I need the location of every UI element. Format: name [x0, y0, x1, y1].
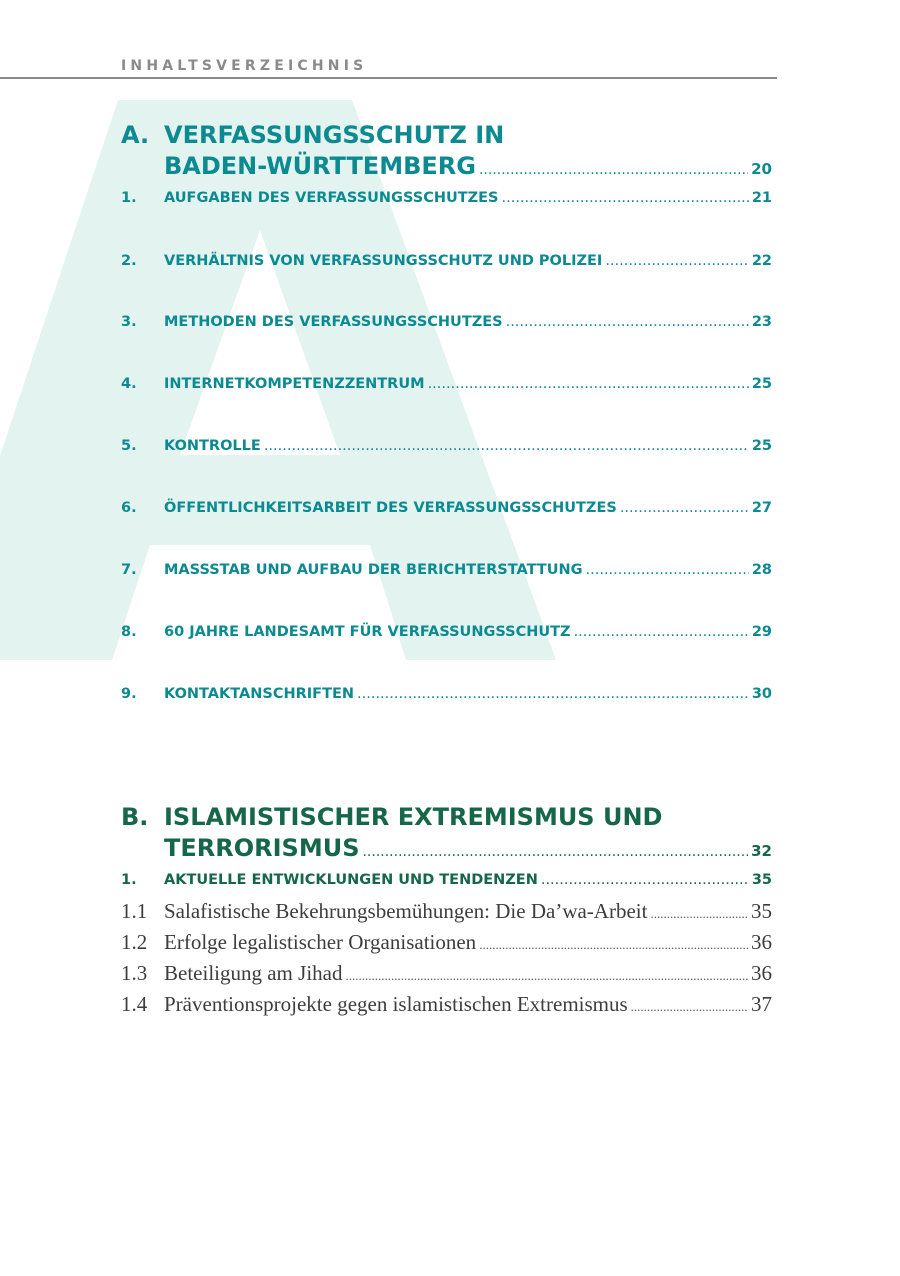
dot-leader: [541, 872, 749, 888]
section-a-title-line2: BADEN-WÜRTTEMBERG: [164, 152, 476, 180]
entry-number: 5.: [121, 438, 137, 454]
section-b-letter: B.: [121, 803, 149, 831]
subentry-page: 36: [751, 961, 772, 985]
subentry-title: Beteiligung am Jihad: [164, 961, 343, 985]
dot-leader: [650, 898, 748, 929]
dot-leader: [502, 190, 749, 206]
toc-subentry[interactable]: [121, 958, 772, 989]
toc-entry-a8[interactable]: [121, 624, 772, 640]
entry-title: KONTROLLE: [164, 438, 261, 454]
section-a-page: 20: [751, 160, 772, 178]
entry-title: AUFGABEN DES VERFASSUNGSSCHUTZES: [164, 190, 499, 206]
section-b-heading-line2[interactable]: [121, 833, 772, 868]
entry-title: 60 JAHRE LANDESAMT FÜR VERFASSUNGSSCHUTZ: [164, 624, 571, 640]
section-a: [121, 120, 772, 186]
subentry-title: Salafistische Bekehrungsbemühungen: Die Da’wa-Arbeit: [164, 899, 648, 923]
dot-leader: [357, 686, 749, 702]
entry-page: 22: [751, 253, 772, 269]
toc-entry-a1[interactable]: [121, 190, 772, 206]
subentry-page: 36: [751, 930, 772, 954]
entry-title: INTERNETKOMPETENZZENTRUM: [164, 376, 425, 392]
entry-title: VERHÄLTNIS VON VERFASSUNGSSCHUTZ UND POLIZEI: [164, 253, 603, 269]
toc-entry-a6[interactable]: [121, 500, 772, 516]
toc-subentry[interactable]: [121, 927, 772, 958]
dot-leader: [479, 929, 748, 960]
toc-subentry[interactable]: [121, 896, 772, 927]
dot-leader: [428, 376, 749, 392]
toc-entry-a7[interactable]: [121, 562, 772, 578]
subentry-number: 1.1: [121, 899, 148, 923]
toc-entry-a9[interactable]: [121, 686, 772, 702]
section-b-page: 32: [751, 842, 772, 860]
toc-entry-a5[interactable]: [121, 438, 772, 454]
toc-entry-a4[interactable]: [121, 376, 772, 392]
entry-number: 6.: [121, 500, 137, 516]
entry-title: METHODEN DES VERFASSUNGSSCHUTZES: [164, 314, 503, 330]
section-a-heading-line2[interactable]: [121, 151, 772, 186]
toc-subentry[interactable]: [121, 989, 772, 1020]
entry-title: MASSSTAB UND AUFBAU DER BERICHTERSTATTUNG: [164, 562, 583, 578]
entry-number: 3.: [121, 314, 137, 330]
entry-page: 28: [751, 562, 772, 578]
entry-page: 25: [751, 376, 772, 392]
entry-number: 8.: [121, 624, 137, 640]
toc-entry-a2[interactable]: [121, 253, 772, 269]
entry-title: KONTAKTANSCHRIFTEN: [164, 686, 355, 702]
dot-leader: [479, 155, 748, 186]
dot-leader: [620, 500, 749, 516]
section-a-letter: A.: [121, 121, 150, 149]
entry-page: 21: [751, 190, 772, 206]
dot-leader: [506, 314, 749, 330]
section-b-heading[interactable]: [121, 802, 772, 833]
dot-leader: [586, 562, 749, 578]
entry-number: 1.: [121, 190, 137, 206]
entry-page: 29: [751, 624, 772, 640]
toc-entry-a3[interactable]: [121, 314, 772, 330]
section-b-title-line2: TERRORISMUS: [164, 834, 360, 862]
entry-page: 27: [751, 500, 772, 516]
entry-page: 25: [751, 438, 772, 454]
entry-number: 1.: [121, 872, 137, 888]
subentry-title: Präventionsprojekte gegen islamistischen Extremismus: [164, 992, 628, 1016]
header-rule: [0, 77, 777, 79]
section-a-heading[interactable]: [121, 120, 772, 151]
entry-title: AKTUELLE ENTWICKLUNGEN UND TENDENZEN: [164, 872, 538, 888]
section-b-title-line1: ISLAMISTISCHER EXTREMISMUS UND: [164, 803, 663, 831]
subentry-list: [121, 896, 772, 1020]
dot-leader: [605, 253, 748, 269]
subentry-page: 35: [751, 899, 772, 923]
entry-page: 35: [751, 872, 772, 888]
subentry-number: 1.4: [121, 992, 148, 1016]
dot-leader: [631, 991, 748, 1022]
subentry-title: Erfolge legalistischer Organisationen: [164, 930, 477, 954]
entry-page: 23: [751, 314, 772, 330]
dot-leader: [362, 837, 748, 868]
dot-leader: [574, 624, 749, 640]
entry-number: 2.: [121, 253, 137, 269]
section-a-title-line1: VERFASSUNGSSCHUTZ IN: [164, 121, 505, 149]
subentry-number: 1.3: [121, 961, 148, 985]
subentry-number: 1.2: [121, 930, 148, 954]
dot-leader: [264, 438, 749, 454]
entry-number: 7.: [121, 562, 137, 578]
dot-leader: [345, 960, 748, 991]
toc-entry-b1[interactable]: [121, 872, 772, 888]
entry-page: 30: [751, 686, 772, 702]
entry-title: ÖFFENTLICHKEITSARBEIT DES VERFASSUNGSSCHUTZES: [164, 500, 617, 516]
entry-number: 9.: [121, 686, 137, 702]
page-header-title: INHALTSVERZEICHNIS: [121, 58, 368, 74]
section-b: [121, 802, 772, 868]
subentry-page: 37: [751, 992, 772, 1016]
entry-number: 4.: [121, 376, 137, 392]
